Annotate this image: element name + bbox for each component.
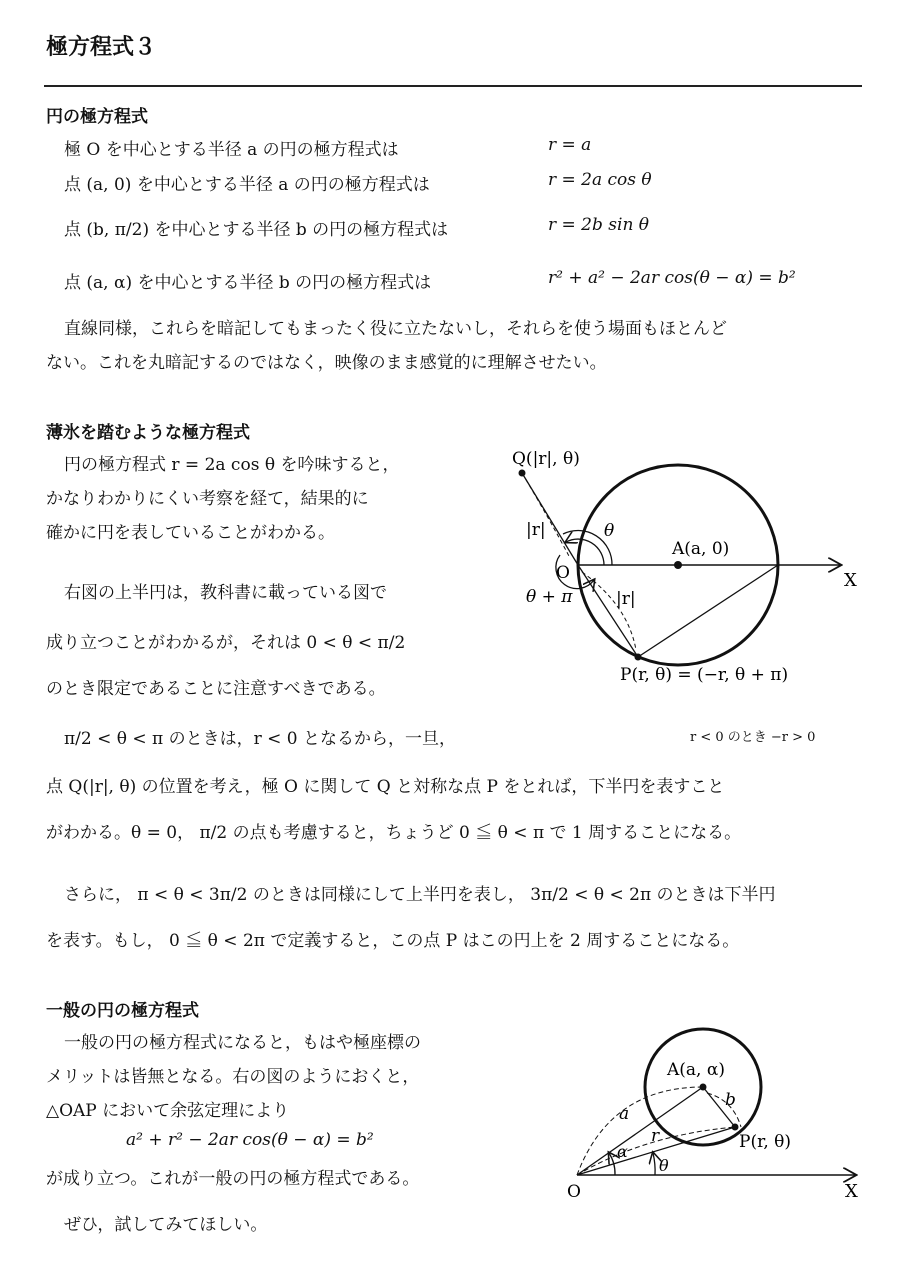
formula-row-text: 点 (a, α) を中心とする半径 b の円の極方程式は <box>64 273 432 293</box>
paragraph-line: のとき限定であることに注意すべきである。 <box>46 679 386 699</box>
label-theta: θ <box>659 1156 669 1175</box>
center-point <box>674 561 682 569</box>
label-b: b <box>725 1090 736 1110</box>
formula-row-equation: r = 2b sin θ <box>548 215 650 235</box>
paragraph-line: が成り立つ。これが一般の円の極方程式である。 <box>46 1169 420 1189</box>
angle-arc-theta <box>653 1153 655 1175</box>
circle-diagram <box>500 440 880 700</box>
paragraph-line: 点 Q(|r|, θ) の位置を考え，極 O に関して Q と対称な点 P をとれば，下半円を表すこと <box>46 777 725 797</box>
paragraph-line: π/2 < θ < π のときは，r < 0 となるから，一旦， <box>64 729 457 749</box>
paragraph-line: かなりわかりにくい考察を経て，結果的に <box>46 489 369 509</box>
label-x: X <box>844 570 857 591</box>
formula-row-equation: r² + a² − 2ar cos(θ − α) = b² <box>548 268 796 288</box>
formula-row-text: 点 (a, 0) を中心とする半径 a の円の極方程式は <box>64 175 430 195</box>
point-q <box>519 470 526 477</box>
section-heading-general: 一般の円の極方程式 <box>46 1001 199 1021</box>
paragraph-line: を表す。もし， 0 ≦ θ < 2π で定義すると，この点 P はこの円上を 2 周することになる。 <box>46 931 740 951</box>
label-a-side: a <box>619 1104 630 1124</box>
paragraph-line: 一般の円の極方程式になると，もはや極座標の <box>64 1033 421 1053</box>
label-a-point: A(a, α) <box>667 1060 725 1080</box>
paragraph-line: さらに， π < θ < 3π/2 のときは同様にして上半円を表し， 3π/2 < θ < 2π のときは下半円 <box>64 885 776 905</box>
formula-row-equation: r = 2a cos θ <box>548 170 652 190</box>
paragraph-line: △OAP において余弦定理により <box>46 1101 290 1121</box>
formula-row-equation: r = a <box>548 135 592 155</box>
paragraph-line: 成り立つことがわかるが，それは 0 < θ < π/2 <box>46 633 406 653</box>
paragraph-line: がわかる。θ = 0， π/2 の点も考慮すると，ちょうど 0 ≦ θ < π で 1 周することになる。 <box>46 823 742 843</box>
label-x: X <box>845 1181 858 1202</box>
paragraph-line: メリットは皆無となる。右の図のようにおくと， <box>46 1067 420 1087</box>
dashed-brace-q <box>522 473 570 558</box>
label-q: Q(|r|, θ) <box>512 449 580 469</box>
title-rule <box>44 85 862 87</box>
label-absr-2: |r| <box>616 589 636 609</box>
chord <box>638 565 778 657</box>
paragraph-line: 右図の上半円は，教科書に載っている図で <box>64 583 387 603</box>
label-r: r <box>651 1126 660 1146</box>
paragraph-line: ない。これを丸暗記するのではなく，映像のまま感覚的に理解させたい。 <box>46 353 607 373</box>
label-theta: θ <box>604 521 615 541</box>
page-title: 極方程式３ <box>46 35 157 60</box>
formula-row-text: 点 (b, π/2) を中心とする半径 b の円の極方程式は <box>64 220 449 240</box>
label-a: A(a, 0) <box>672 539 730 559</box>
angle-arc-inner <box>566 539 604 565</box>
ray-op <box>578 565 638 657</box>
label-p: P(r, θ) = (−r, θ + π) <box>620 665 789 685</box>
label-alpha: α <box>617 1142 628 1161</box>
paragraph-line: 円の極方程式 r = 2a cos θ を吟味すると， <box>64 455 400 475</box>
paragraph-line: 直線同様，これらを暗記してもまったく役に立たないし，それらを使う場面もほとんど <box>64 319 727 339</box>
paragraph-line: ぜひ，試してみてほしい。 <box>64 1215 268 1235</box>
general-equation: a² + r² − 2ar cos(θ − α) = b² <box>126 1130 374 1150</box>
side-note: r < 0 のとき −r > 0 <box>690 730 816 745</box>
section-heading-thin-ice: 薄氷を踏むような極方程式 <box>46 423 250 443</box>
label-p-point: P(r, θ) <box>739 1132 792 1152</box>
general-circle-diagram <box>555 1015 875 1215</box>
point-p <box>635 654 642 661</box>
label-absr-1: |r| <box>526 520 546 540</box>
label-o: O <box>556 563 570 583</box>
point-p <box>732 1124 739 1131</box>
label-o: O <box>567 1182 581 1202</box>
section-heading-circle-polar: 円の極方程式 <box>46 107 148 127</box>
point-a <box>700 1084 707 1091</box>
label-theta-pi: θ + π <box>526 587 573 607</box>
paragraph-line: 確かに円を表していることがわかる。 <box>46 523 335 543</box>
formula-row-text: 極 O を中心とする半径 a の円の極方程式は <box>64 140 399 160</box>
